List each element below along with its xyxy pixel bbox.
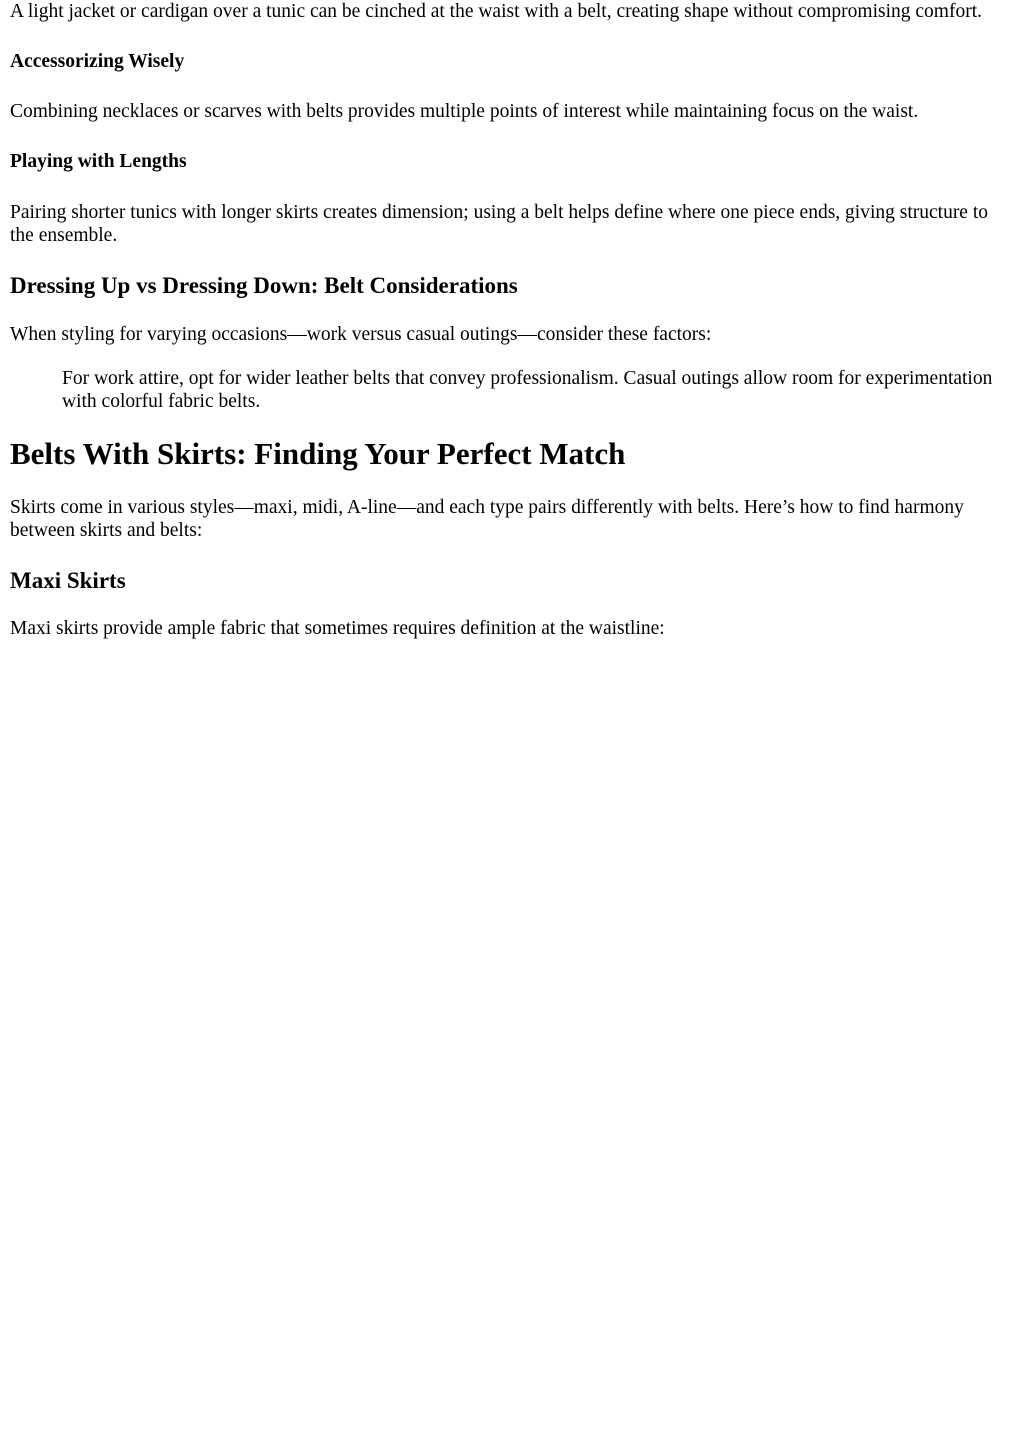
lengths-paragraph: Pairing shorter tunics with longer skirts creates dimension; using a belt helps define where one piece ends, giving structure to the ensemble.	[10, 202, 989, 246]
dressing-paragraph: When styling for varying occasions—work versus casual outings—consider these factors:	[10, 324, 712, 345]
article-body	[0, 0, 1024, 640]
intro-paragraph: A light jacket or cardigan over a tunic can be cinched at the waist with a belt, creating shape without compromising comfort.	[10, 1, 982, 22]
accessorizing-heading: Accessorizing Wisely	[10, 51, 185, 72]
lengths-heading: Playing with Lengths	[10, 151, 187, 172]
dressing-heading: Dressing Up vs Dressing Down: Belt Considerations	[10, 273, 518, 298]
skirts-paragraph: Skirts come in various styles—maxi, midi, A-line—and each type pairs differently with belts. Here’s how to find harmony between skirts and belts:	[10, 497, 964, 541]
maxi-heading: Maxi Skirts	[10, 568, 126, 593]
maxi-paragraph: Maxi skirts provide ample fabric that sometimes requires definition at the waistline:	[10, 618, 665, 639]
accessorizing-paragraph: Combining necklaces or scarves with belts provides multiple points of interest while maintaining focus on the waist.	[10, 101, 919, 122]
skirts-heading: Belts With Skirts: Finding Your Perfect Match	[10, 436, 626, 471]
dressing-blockquote: For work attire, opt for wider leather belts that convey professionalism. Casual outings allow room for experimentation with colorful fabric belts.	[62, 368, 993, 412]
